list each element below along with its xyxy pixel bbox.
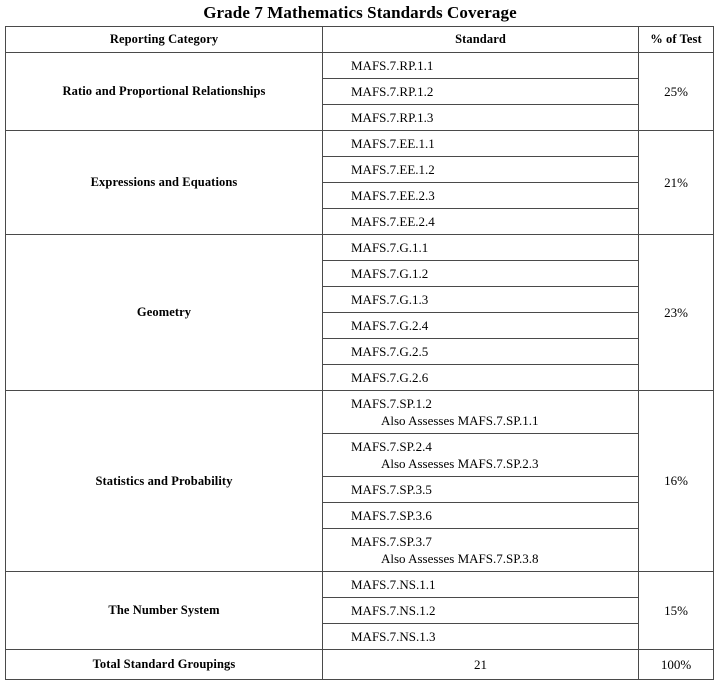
standard-code: MAFS.7.SP.1.2 (351, 396, 432, 411)
percent-of-test-cell: 21% (639, 131, 714, 235)
standard-cell (323, 287, 639, 313)
standard-cell (323, 313, 639, 339)
total-count-cell: 21 (323, 650, 639, 680)
reporting-category-cell: Expressions and Equations (6, 131, 323, 235)
standard-cell (323, 131, 639, 157)
standard-cell (323, 157, 639, 183)
standard-code: MAFS.7.SP.2.4 (351, 439, 432, 454)
total-label-cell: Total Standard Groupings (6, 650, 323, 680)
standard-code: MAFS.7.NS.1.1 (351, 577, 436, 592)
also-assesses-note: Also Assesses MAFS.7.SP.1.1 (381, 413, 539, 428)
also-assesses-note: Also Assesses MAFS.7.SP.2.3 (381, 456, 539, 471)
reporting-category-cell: Geometry (6, 235, 323, 391)
table-row (6, 391, 714, 434)
standard-cell (323, 598, 639, 624)
standard-cell (323, 261, 639, 287)
standard-code: MAFS.7.SP.3.5 (351, 482, 432, 497)
standard-code: MAFS.7.G.2.6 (351, 370, 429, 385)
standard-cell (323, 624, 639, 650)
standard-code: MAFS.7.EE.1.1 (351, 136, 435, 151)
standard-code: MAFS.7.SP.3.7 (351, 534, 432, 549)
standard-cell (323, 477, 639, 503)
standard-code: MAFS.7.G.1.2 (351, 266, 429, 281)
standard-code: MAFS.7.EE.2.3 (351, 188, 435, 203)
table-header (6, 27, 714, 53)
standard-cell (323, 209, 639, 235)
standard-cell (323, 53, 639, 79)
standard-cell (323, 105, 639, 131)
standard-code: MAFS.7.RP.1.3 (351, 110, 434, 125)
standards-coverage-table (5, 26, 714, 680)
standard-cell (323, 339, 639, 365)
column-header-percent-of-test: % of Test (639, 27, 714, 53)
reporting-category-cell: The Number System (6, 572, 323, 650)
total-percent-cell: 100% (639, 650, 714, 680)
table-row (6, 572, 714, 598)
standard-code: MAFS.7.SP.3.6 (351, 508, 432, 523)
standard-cell (323, 235, 639, 261)
standard-code: MAFS.7.G.2.4 (351, 318, 429, 333)
standard-cell (323, 434, 639, 477)
standard-code: MAFS.7.EE.2.4 (351, 214, 435, 229)
header-row (6, 27, 714, 53)
standard-code: MAFS.7.NS.1.3 (351, 629, 436, 644)
table-row (6, 235, 714, 261)
standard-code: MAFS.7.NS.1.2 (351, 603, 436, 618)
total-row (6, 650, 714, 680)
column-header-reporting-category: Reporting Category (6, 27, 323, 53)
standard-cell (323, 529, 639, 572)
column-header-standard: Standard (323, 27, 639, 53)
standard-cell (323, 391, 639, 434)
page-title: Grade 7 Mathematics Standards Coverage (203, 3, 517, 22)
standard-code: MAFS.7.RP.1.1 (351, 58, 434, 73)
percent-of-test-cell: 25% (639, 53, 714, 131)
table-body (6, 53, 714, 680)
standard-cell (323, 503, 639, 529)
reporting-category-cell: Ratio and Proportional Relationships (6, 53, 323, 131)
standard-cell (323, 183, 639, 209)
standard-code: MAFS.7.RP.1.2 (351, 84, 434, 99)
standard-cell (323, 572, 639, 598)
standard-code: MAFS.7.EE.1.2 (351, 162, 435, 177)
table-row (6, 53, 714, 79)
standard-code: MAFS.7.G.1.1 (351, 240, 429, 255)
reporting-category-cell: Statistics and Probability (6, 391, 323, 572)
standard-code: MAFS.7.G.1.3 (351, 292, 429, 307)
standard-cell (323, 365, 639, 391)
standard-code: MAFS.7.G.2.5 (351, 344, 429, 359)
percent-of-test-cell: 15% (639, 572, 714, 650)
standard-cell (323, 79, 639, 105)
also-assesses-note: Also Assesses MAFS.7.SP.3.8 (381, 551, 539, 566)
percent-of-test-cell: 23% (639, 235, 714, 391)
percent-of-test-cell: 16% (639, 391, 714, 572)
table-row (6, 131, 714, 157)
